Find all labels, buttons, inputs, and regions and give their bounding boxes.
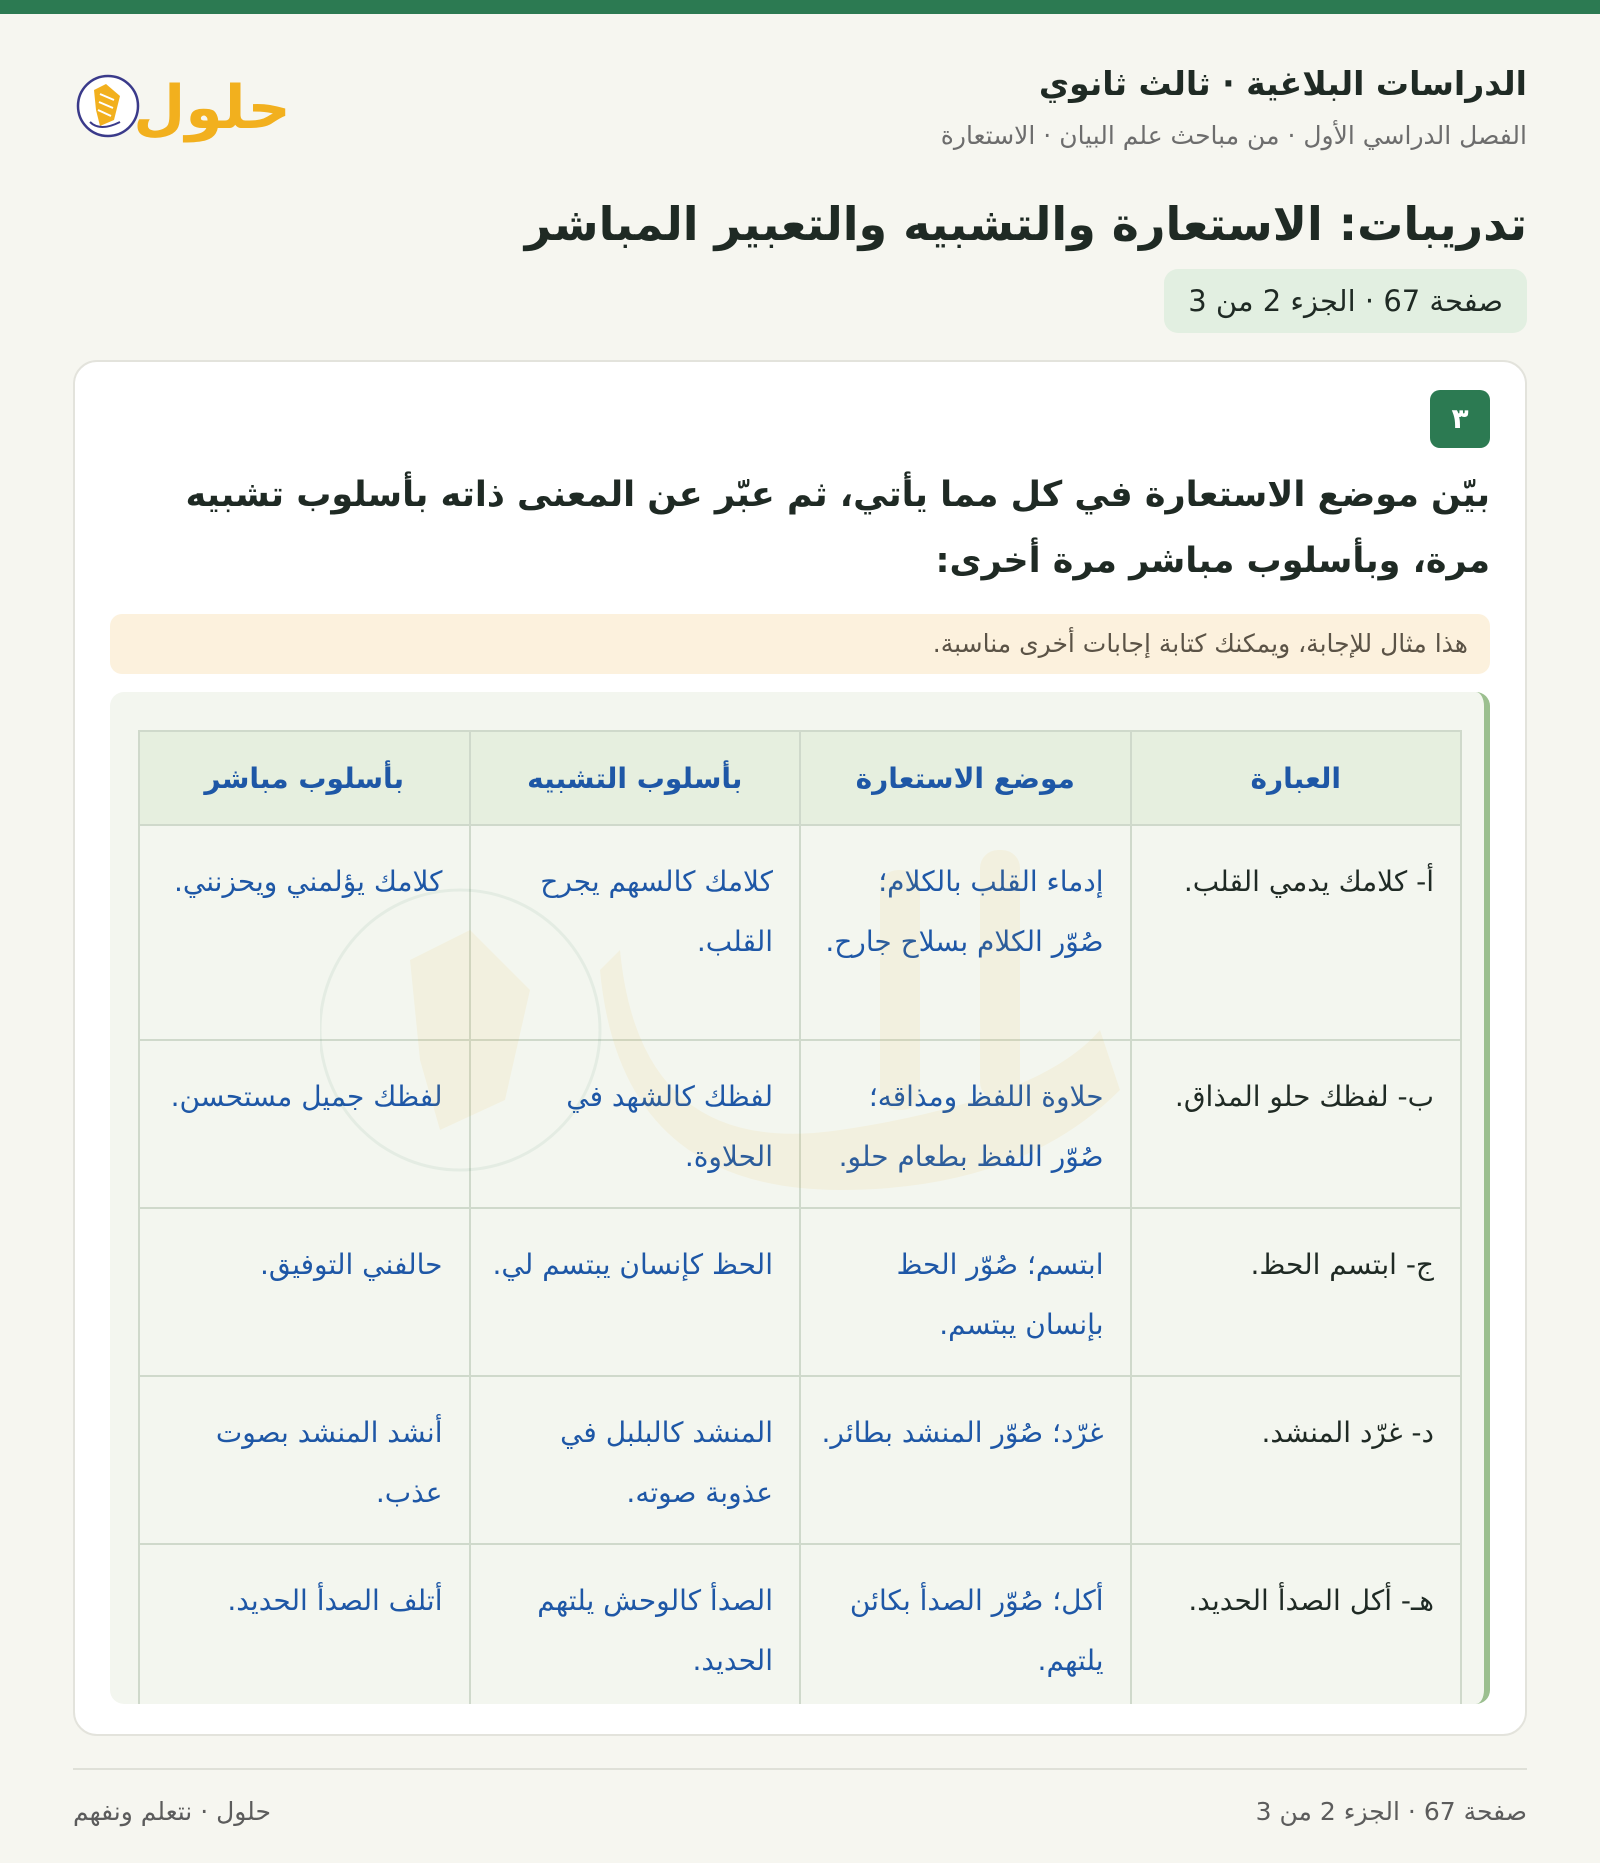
cell-phrase: د- غرّد المنشد. [1131, 1376, 1462, 1544]
hulul-logo [70, 60, 296, 156]
footer-brand: حلول · نتعلم ونفهم [73, 1797, 271, 1826]
answers-table-container [110, 692, 1490, 1704]
cell-metaphor-place: ابتسم؛ صُوّر الحظ بإنسان يبتسم. [800, 1208, 1131, 1376]
separator-dot: · [1287, 121, 1296, 150]
footer-page-info: صفحة 67 · الجزء 2 من 3 [1255, 1797, 1527, 1826]
cell-direct-style: حالفني التوفيق. [139, 1208, 470, 1376]
exercise-question: بيّن موضع الاستعارة في كل مما يأتي، ثم عبّر عن المعنى ذاته بأسلوب تشبيه مرة، وبأسلوب مباشر مرة أخرى: [185, 475, 1490, 581]
cell-phrase: هـ- أكل الصدأ الحديد. [1131, 1544, 1462, 1704]
logo-wordmark: حلول [133, 73, 291, 143]
table-row [139, 1040, 1461, 1208]
table-row [139, 1376, 1461, 1544]
breadcrumb-lesson: الاستعارة [940, 121, 1036, 150]
footer-divider [73, 1768, 1527, 1770]
page-title: تدريبات: الاستعارة والتشبيه والتعبير المباشر [524, 197, 1527, 251]
answer-note: هذا مثال للإجابة، ويمكنك كتابة إجابات أخرى مناسبة. [110, 614, 1490, 674]
cell-simile-style: كلامك كالسهم يجرح القلب. [470, 825, 801, 1040]
header-simile-style: بأسلوب التشبيه [470, 731, 801, 825]
header-direct-style: بأسلوب مباشر [139, 731, 470, 825]
separator-dot: · [1043, 121, 1052, 150]
answers-table [138, 730, 1462, 1704]
page-indicator-badge: صفحة 67 · الجزء 2 من 3 [1164, 269, 1527, 333]
breadcrumb-unit: من مباحث علم البيان [1059, 121, 1280, 150]
cell-phrase: ج- ابتسم الحظ. [1131, 1208, 1462, 1376]
table-header-row [139, 731, 1461, 825]
exercise-number-badge: ٣ [1430, 390, 1490, 448]
separator-dot: · [1222, 64, 1235, 103]
cell-metaphor-place: أكل؛ صُوّر الصدأ بكائن يلتهم. [800, 1544, 1131, 1704]
table-row [139, 825, 1461, 1040]
cell-direct-style: لفظك جميل مستحسن. [139, 1040, 470, 1208]
cell-metaphor-place: إدماء القلب بالكلام؛ صُوّر الكلام بسلاح جارح. [800, 825, 1131, 1040]
cell-metaphor-place: غرّد؛ صُوّر المنشد بطائر. [800, 1376, 1131, 1544]
header-metaphor-place: موضع الاستعارة [800, 731, 1131, 825]
cell-phrase: ب- لفظك حلو المذاق. [1131, 1040, 1462, 1208]
cell-direct-style: أنشد المنشد بصوت عذب. [139, 1376, 470, 1544]
cell-simile-style: لفظك كالشهد في الحلاوة. [470, 1040, 801, 1208]
header-phrase: العبارة [1131, 731, 1462, 825]
cell-simile-style: الحظ كإنسان يبتسم لي. [470, 1208, 801, 1376]
cell-phrase: أ- كلامك يدمي القلب. [1131, 825, 1462, 1040]
top-accent-bar [0, 0, 1600, 14]
cell-simile-style: الصدأ كالوحش يلتهم الحديد. [470, 1544, 801, 1704]
hulul-logo-icon [70, 60, 296, 156]
cell-direct-style: كلامك يؤلمني ويحزنني. [139, 825, 470, 1040]
subject-name: الدراسات البلاغية [1246, 64, 1527, 103]
table-row [139, 1208, 1461, 1376]
grade-name: ثالث ثانوي [1038, 64, 1211, 103]
breadcrumb-semester: الفصل الدراسي الأول [1303, 121, 1527, 150]
cell-direct-style: أتلف الصدأ الحديد. [139, 1544, 470, 1704]
table-row [139, 1544, 1461, 1704]
cell-metaphor-place: حلاوة اللفظ ومذاقه؛ صُوّر اللفظ بطعام حلو. [800, 1040, 1131, 1208]
cell-simile-style: المنشد كالبلبل في عذوبة صوته. [470, 1376, 801, 1544]
